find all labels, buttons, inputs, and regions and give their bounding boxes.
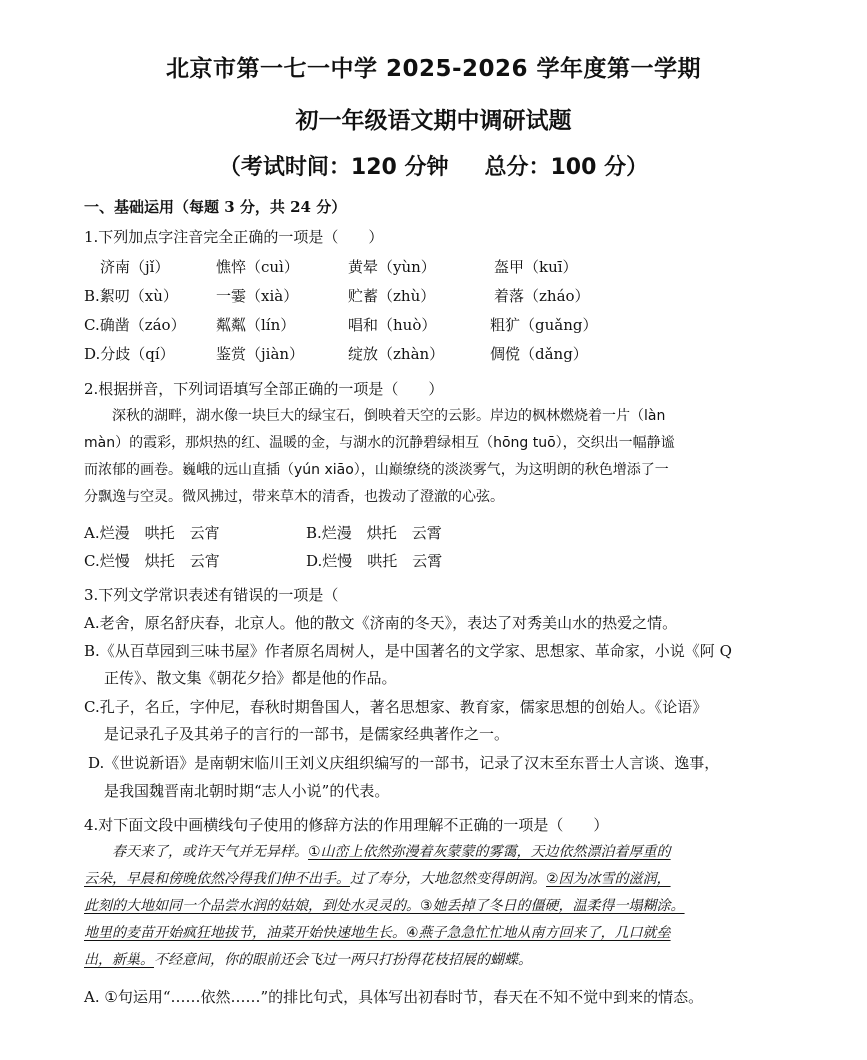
- q4-passage-line: [84, 920, 804, 947]
- q3-option-a: A.老舍，原名舒庆春，北京人。他的散文《济南的冬天》，表达了对秀美山水的热爱之情。: [84, 614, 678, 632]
- q3-option-b-line1: B.《从百草园到三味书屋》作者原名周树人，是中国著名的文学家、思想家、革命家，小说《阿 Q: [84, 642, 732, 660]
- q1-option-a-3: 黄晕（yùn）: [348, 258, 436, 276]
- q1-option-d-3: 绽放（zhàn）: [348, 345, 445, 363]
- q2-passage-line: 而浓郁的画卷。巍峨的远山直插（yún xiāo），山巅缭绕的淡淡雾气，为这明朗的秋色增添了一: [84, 462, 669, 478]
- q3-option-c-line2: 是记录孔子及其弟子的言行的一部书，是儒家经典著作之一。: [104, 725, 510, 743]
- q1-option-c-1: C.确凿（záo）: [84, 316, 186, 334]
- q2-passage-line: màn）的霞彩，那炽热的红、温暖的金，与湖水的沉静碧绿相互（hōng tuō），交织出一幅静谧: [84, 435, 675, 451]
- q4-underlined-sentence: ②因为冰雪的滋润，: [546, 871, 671, 887]
- q3-option-d-line2: 是我国魏晋南北朝时期“志人小说”的代表。: [104, 782, 390, 800]
- exam-time: （考试时间：120 分钟: [218, 155, 449, 180]
- q4-passage-line: [84, 893, 804, 920]
- q4-passage-line: [84, 866, 804, 893]
- q2-option-a: A.烂漫 哄托 云宵: [84, 524, 220, 542]
- q1-option-d-1: D.分歧（qí）: [84, 345, 175, 363]
- question-4-stem: 4.对下面文段中画横线句子使用的修辞方法的作用理解不正确的一项是（ ）: [84, 816, 609, 834]
- q4-underlined-sentence: 地里的麦苗开始疯狂地拔节，油菜开始快速地生长。④燕子急急忙忙地从南方回来了，几口就垒: [84, 925, 671, 941]
- q1-option-a-1: 济南（jǐ）: [100, 258, 170, 276]
- exam-subtitle: 初一年级语文期中调研试题: [295, 108, 572, 134]
- q1-option-b-2: 一霎（xià）: [216, 287, 299, 305]
- q4-plain-text: 不经意间，你的眼前还会飞过一两只打扮得花枝招展的蝴蝶。: [154, 952, 532, 968]
- q3-option-c-line1: C.孔子，名丘，字仲尼，春秋时期鲁国人，著名思想家、教育家，儒家思想的创始人。《论语》: [84, 698, 708, 716]
- q4-underlined-sentence: 此刻的大地如同一个品尝水润的姑娘，到处水灵灵的。③她丢掉了冬日的僵硬，温柔得一塌糊涂。: [84, 898, 685, 914]
- q2-passage: [84, 403, 804, 511]
- section-heading: 一、基础运用（每题 3 分，共 24 分）: [84, 198, 347, 216]
- q1-option-d-2: 鉴赏（jiàn）: [216, 345, 305, 363]
- exam-info: [0, 150, 867, 181]
- q1-option-a-4: 盔甲（kuī）: [494, 258, 578, 276]
- q4-option-a: A. ①句运用“……依然……”的排比句式，具体写出初春时节，春天在不知不觉中到来的情态。: [84, 988, 704, 1006]
- question-2-stem: 2.根据拼音，下列词语填写全部正确的一项是（ ）: [84, 380, 444, 398]
- q4-underlined-sentence: ①山峦上依然弥漫着灰蒙蒙的雾霭，天边依然漂泊着厚重的: [308, 844, 671, 860]
- q2-passage-line: 分飘逸与空灵。微风拂过，带来草木的清香，也拨动了澄澈的心弦。: [84, 489, 504, 505]
- q1-option-b-3: 贮蓄（zhù）: [348, 287, 436, 305]
- question-3-stem: 3.下列文学常识表述有错误的一项是（: [84, 586, 339, 604]
- q1-option-b-4: 着落（zháo）: [494, 287, 590, 305]
- q4-passage-line: [84, 839, 804, 866]
- q1-option-c-2: 粼粼（lín）: [216, 316, 296, 334]
- q4-plain-text: 春天来了，或许天气并无异样。: [112, 844, 308, 860]
- q4-passage-line: [84, 947, 804, 974]
- q2-passage-line: 深秋的湖畔，湖水像一块巨大的绿宝石，倒映着天空的云影。岸边的枫林燃烧着一片（làn: [112, 408, 666, 424]
- question-1-stem: 1.下列加点字注音完全正确的一项是（ ）: [84, 228, 384, 246]
- exam-title: 北京市第一七一中学 2025-2026 学年度第一学期: [165, 56, 702, 82]
- q1-option-a-2: 憔悴（cuì）: [216, 258, 299, 276]
- q1-option-b-1: B.絮叨（xù）: [84, 287, 178, 305]
- exam-total: 总分：100 分）: [484, 155, 649, 180]
- q2-option-b: B.烂漫 烘托 云霄: [306, 524, 442, 542]
- q4-plain-text: 过了寿分，大地忽然变得朗润。: [350, 871, 546, 887]
- q1-option-c-3: 唱和（huò）: [348, 316, 437, 334]
- q4-underlined-sentence: 云朵，早晨和傍晚依然冷得我们伸不出手。: [84, 871, 350, 887]
- q2-option-c: C.烂慢 烘托 云宵: [84, 552, 220, 570]
- q1-option-c-4: 粗犷（guǎng）: [490, 316, 598, 334]
- q4-passage: [84, 839, 804, 974]
- q2-option-d: D.烂慢 哄托 云霄: [306, 552, 443, 570]
- q4-underlined-sentence: 出，新巢。: [84, 952, 154, 968]
- q1-option-d-4: 倜傥（dǎng）: [490, 345, 588, 363]
- q3-option-b-line2: 正传》、散文集《朝花夕拾》都是他的作品。: [104, 669, 397, 687]
- q3-option-d-line1: D.《世说新语》是南朝宋临川王刘义庆组织编写的一部书，记录了汉末至东晋士人言谈、逸事，: [88, 754, 720, 772]
